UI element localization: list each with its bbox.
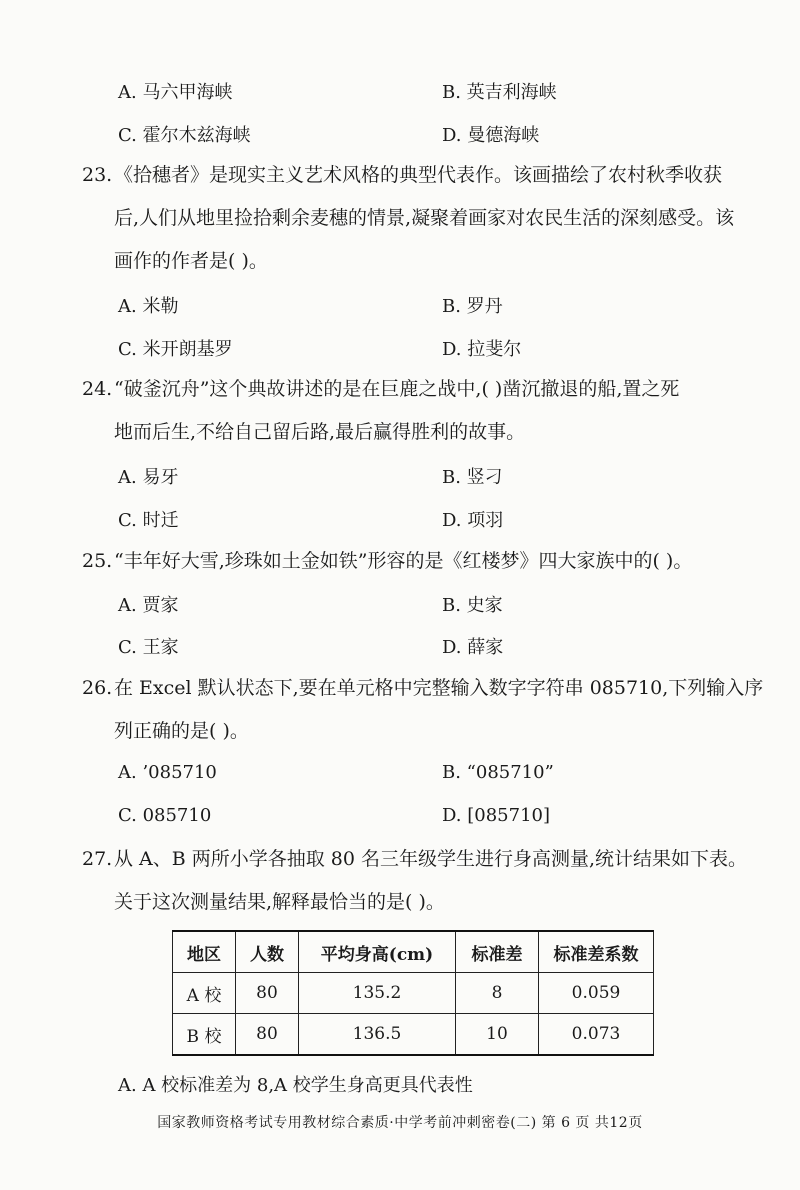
q23-options-row-2 [118,335,758,365]
q27-options-row-1 [118,1071,758,1101]
q22-option-d: D. 曼德海峡 [442,125,540,146]
table-cell: 80 [236,973,299,1014]
q23-option-d: D. 拉斐尔 [442,339,522,360]
q22-options-row-1 [118,78,758,108]
table-header-cell: 标准差系数 [539,931,654,973]
q24-options-row-2 [118,506,758,536]
q25-options-row-2 [118,633,758,663]
q22-option-a: A. 马六甲海峡 [118,82,233,103]
q24-option-d: D. 项羽 [442,510,504,531]
question-text-line: “破釜沉舟”这个典故讲述的是在巨鹿之战中,( )凿沉撤退的船,置之死 [114,378,680,400]
q24-option-a: A. 易牙 [118,467,179,488]
table-row [173,1014,654,1056]
question-26 [82,667,762,753]
q22-option-c: C. 霍尔木兹海峡 [118,125,251,146]
q26-options-row-1 [118,762,758,792]
table-cell: A 校 [173,973,236,1014]
question-text-line: 地而后生,不给自己留后路,最后赢得胜利的故事。 [114,421,526,443]
table-cell: 0.059 [539,973,654,1014]
q26-option-d: D. [085710] [442,805,550,826]
q25-option-c: C. 王家 [118,637,179,658]
q23-option-b: B. 罗丹 [442,296,503,317]
q24-option-b: B. 竖刁 [442,467,503,488]
question-text-line: 在 Excel 默认状态下,要在单元格中完整输入数字字符串 085710,下列输入序 [114,677,764,699]
question-text-line: 《拾穗者》是现实主义艺术风格的典型代表作。该画描绘了农村秋季收获 [114,164,723,186]
q24-option-c: C. 时迁 [118,510,179,531]
table-cell: 10 [456,1014,539,1056]
table-header-row [173,931,654,973]
q25-option-d: D. 薛家 [442,637,504,658]
q25-option-a: A. 贾家 [118,595,179,616]
table-header-cell: 地区 [173,931,236,973]
question-number: 24. [82,378,113,400]
q22-option-b: B. 英吉利海峡 [442,82,557,103]
q26-option-a: A. ’085710 [118,762,217,783]
table-cell: B 校 [173,1014,236,1056]
q23-options-row-1 [118,292,758,322]
height-statistics-table [172,930,654,1056]
question-text-line: 从 A、B 两所小学各抽取 80 名三年级学生进行身高测量,统计结果如下表。 [114,848,748,870]
q22-options-row-2 [118,121,758,151]
q23-option-a: A. 米勒 [118,296,179,317]
table-cell: 136.5 [299,1014,456,1056]
q26-options-row-2 [118,805,758,835]
q25-option-b: B. 史家 [442,595,503,616]
question-text-line: “丰年好大雪,珍珠如土金如铁”形容的是《红楼梦》四大家族中的( )。 [114,550,693,572]
question-number: 27. [82,848,113,870]
q26-option-b: B. “085710” [442,762,554,783]
question-27 [82,838,762,924]
question-text-line: 列正确的是( )。 [114,720,249,742]
question-23 [82,154,762,283]
table-header-cell: 标准差 [456,931,539,973]
table-header-cell: 平均身高(cm) [299,931,456,973]
question-24 [82,368,762,454]
q23-option-c: C. 米开朗基罗 [118,339,233,360]
q26-option-c: C. 085710 [118,805,212,826]
q25-options-row-1 [118,591,758,621]
q27-option-a: A. A 校标准差为 8,A 校学生身高更具代表性 [118,1075,473,1096]
question-number: 23. [82,164,113,186]
table-header-cell: 人数 [236,931,299,973]
table-cell: 8 [456,973,539,1014]
question-text-line: 画作的作者是( )。 [114,250,268,272]
table-cell: 0.073 [539,1014,654,1056]
question-25 [82,540,762,583]
question-text-line: 后,人们从地里捡拾剩余麦穗的情景,凝聚着画家对农民生活的深刻感受。该 [114,207,735,229]
table-row [173,973,654,1014]
table-cell: 80 [236,1014,299,1056]
question-text-line: 关于这次测量结果,解释最恰当的是( )。 [114,891,445,913]
q24-options-row-1 [118,463,758,493]
page-footer: 国家教师资格考试专用教材综合素质·中学考前冲刺密卷(二) 第 6 页 共12页 [157,1115,643,1131]
table-cell: 135.2 [299,973,456,1014]
question-number: 25. [82,550,113,572]
question-number: 26. [82,677,113,699]
